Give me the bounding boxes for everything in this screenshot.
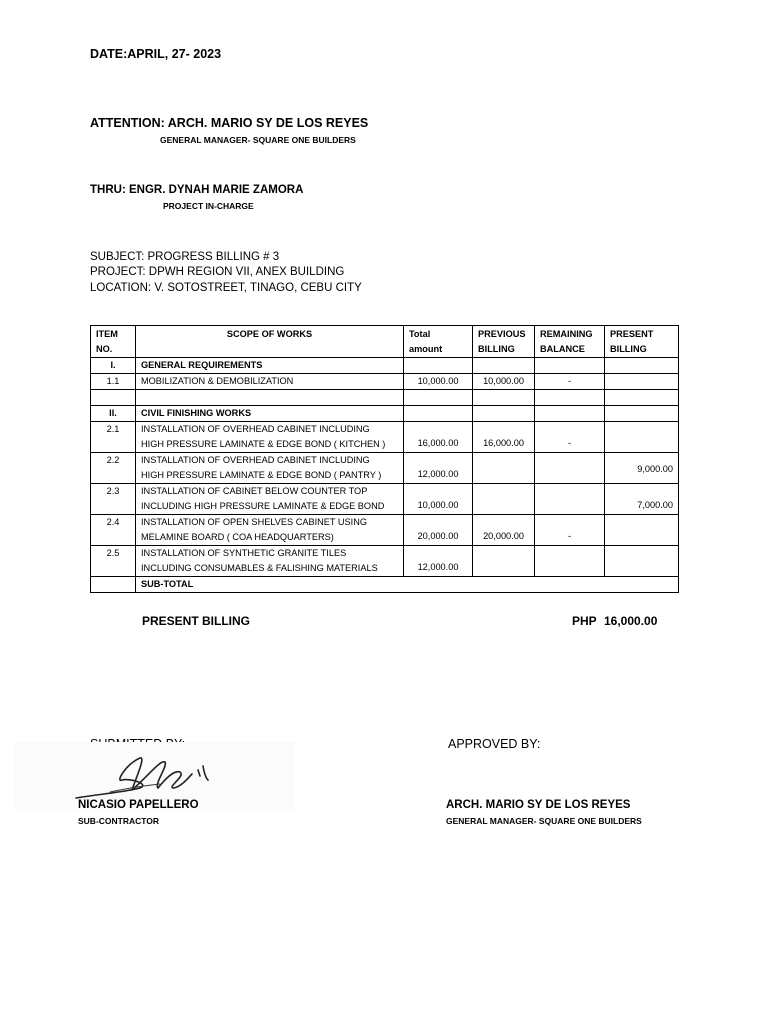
- table-row: 2.4 INSTALLATION OF OPEN SHELVES CABINET USING MELAMINE BOARD ( COA HEADQUARTERS) 20,000.00 20,000.00 -: [91, 515, 679, 546]
- empty-row: [91, 390, 679, 406]
- table-row: 2.3 INSTALLATION OF CABINET BELOW COUNTER TOP INCLUDING HIGH PRESSURE LAMINATE & EDGE BOND 10,000.00 7,000.00: [91, 484, 679, 515]
- project-line: PROJECT: DPWH REGION VII, ANEX BUILDING: [90, 266, 345, 278]
- thru-line: THRU: ENGR. DYNAH MARIE ZAMORA: [90, 184, 304, 196]
- approved-by-label: APPROVED BY:: [448, 737, 541, 751]
- approved-by-name: ARCH. MARIO SY DE LOS REYES: [446, 799, 631, 811]
- section-row: I. GENERAL REQUIREMENTS: [91, 358, 679, 374]
- submitted-by-title: SUB-CONTRACTOR: [78, 816, 160, 826]
- attention-title: GENERAL MANAGER- SQUARE ONE BUILDERS: [160, 135, 356, 145]
- header-present: PRESENT BILLING: [605, 326, 679, 358]
- attention-line: ATTENTION: ARCH. MARIO SY DE LOS REYES: [90, 116, 369, 130]
- header-scope: SCOPE OF WORKS: [136, 326, 404, 358]
- header-total: Total amount: [404, 326, 473, 358]
- thru-title: PROJECT IN-CHARGE: [163, 201, 254, 211]
- header-previous: PREVIOUS BILLING: [473, 326, 535, 358]
- table-row: 2.5 INSTALLATION OF SYNTHETIC GRANITE TILES INCLUDING CONSUMABLES & FALISHING MATERIALS 12,000.00: [91, 546, 679, 577]
- present-billing-currency: PHP: [572, 614, 597, 628]
- subject-line: SUBJECT: PROGRESS BILLING # 3: [90, 251, 280, 263]
- header-item-no: ITEM NO.: [91, 326, 136, 358]
- billing-table: [90, 325, 679, 593]
- location-line: LOCATION: V. SOTOSTREET, TINAGO, CEBU CITY: [90, 282, 362, 294]
- present-billing-label: PRESENT BILLING: [142, 614, 251, 628]
- date-line: DATE:APRIL, 27- 2023: [90, 47, 222, 61]
- table-row: 1.1 MOBILIZATION & DEMOBILIZATION 10,000.00 10,000.00 -: [91, 374, 679, 390]
- table-row: 2.2 INSTALLATION OF OVERHEAD CABINET INCLUDING HIGH PRESSURE LAMINATE & EDGE BOND ( PANTRY ) 12,000.00 9,000.00: [91, 453, 679, 484]
- present-billing-amount: 16,000.00: [604, 614, 658, 628]
- subtotal-row: SUB-TOTAL: [91, 577, 679, 593]
- table-header-row: [91, 326, 679, 358]
- section-row: II. CIVIL FINISHING WORKS: [91, 406, 679, 422]
- header-remaining: REMAINING BALANCE: [535, 326, 605, 358]
- table-row: 2.1 INSTALLATION OF OVERHEAD CABINET INCLUDING HIGH PRESSURE LAMINATE & EDGE BOND ( KITCHEN ) 16,000.00 16,000.00 -: [91, 422, 679, 453]
- submitted-by-name: NICASIO PAPELLERO: [78, 799, 199, 811]
- approved-by-title: GENERAL MANAGER- SQUARE ONE BUILDERS: [446, 816, 642, 826]
